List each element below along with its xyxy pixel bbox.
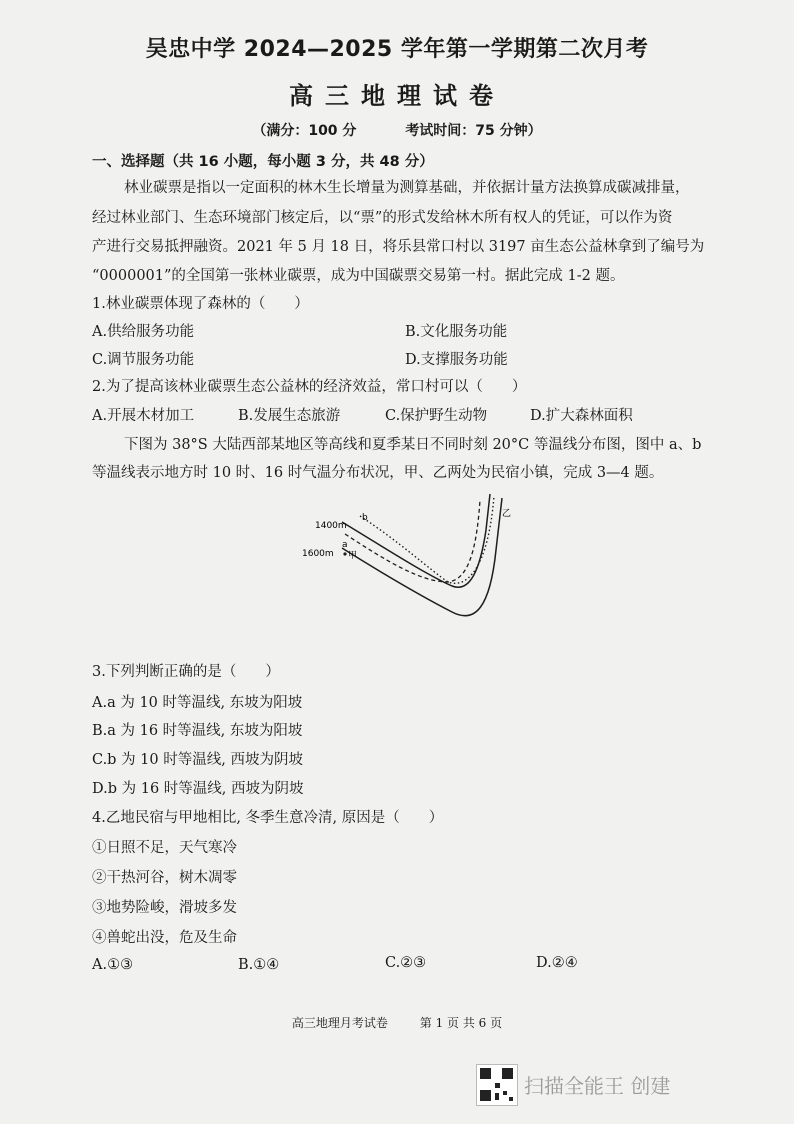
intro-line: 林业碳票是指以一定面积的林木生长增量为测算基础，并依据计量方法换算成碳减排量， (124, 180, 690, 196)
q4-option-d: D.②④ (536, 955, 578, 971)
question-stem: 2.为了提高该林业碳票生态公益林的经济效益，常口村可以（ ） (92, 379, 527, 395)
q2-option-d: D.扩大森林面积 (530, 408, 633, 424)
q4-option-b: B.①④ (238, 957, 280, 973)
full-score: （满分：100 分 (252, 123, 357, 139)
site-jia-dot (343, 552, 346, 555)
exam-title: 吴忠中学 2024—2025 学年第一学期第二次月考 (145, 37, 649, 62)
q4-option-a: A.①③ (92, 957, 134, 973)
q1-option-b: B.文化服务功能 (405, 324, 508, 340)
q3-option-a: A.a 为 10 时等温线, 东坡为阳坡 (92, 695, 303, 711)
figure-intro-line: 等温线表示地方时 10 时、16 时气温分布状况，甲、乙两处为民宿小镇，完成 3—4 题。 (92, 465, 664, 481)
isotherm-b (360, 496, 494, 583)
q1-option-d: D.支撑服务功能 (405, 352, 508, 368)
intro-line: 产进行交易抵押融资。2021 年 5 月 18 日，将乐县常口村以 3197 亩生态公益林拿到了编号为 (92, 239, 705, 255)
q4-item-1: ①日照不足，天气寒冷 (92, 840, 237, 856)
label-1400: 1400m (315, 521, 347, 531)
q3-option-b: B.a 为 16 时等温线, 东坡为阳坡 (92, 723, 303, 739)
q4-item-3: ③地势险峻，滑坡多发 (92, 900, 237, 916)
label-b: b (362, 513, 368, 523)
q4-item-2: ②干热河谷，树木凋零 (92, 870, 237, 886)
q4-option-c: C.②③ (385, 955, 427, 971)
label-yi: 乙 (502, 509, 512, 519)
q3-option-d: D.b 为 16 时等温线, 西坡为阴坡 (92, 781, 304, 797)
exam-meta (0, 120, 794, 140)
intro-line: “0000001”的全国第一张林业碳票，成为中国碳票交易第一村。据此完成 1-2 题。 (92, 268, 625, 284)
contour-1400 (342, 494, 490, 587)
q3-option-c: C.b 为 10 时等温线, 西坡为阴坡 (92, 752, 303, 768)
section-heading: 一、选择题（共 16 小题，每小题 3 分，共 48 分） (92, 154, 434, 170)
label-1600: 1600m (302, 549, 334, 559)
label-jia: 甲 (348, 551, 358, 561)
qr-code-icon (476, 1064, 518, 1106)
exam-time: 考试时间：75 分钟） (405, 123, 542, 139)
q1-option-a: A.供给服务功能 (92, 324, 195, 340)
question-stem: 1.林业碳票体现了森林的（ ） (92, 296, 309, 312)
paper-name: 高三地理月考试卷 (291, 1016, 388, 1030)
subject-title: 高三地理试卷 (289, 82, 505, 110)
intro-line: 经过林业部门、生态环境部门核定后，以“票”的形式发给林木所有权人的凭证，可以作为资 (92, 210, 673, 226)
q2-option-b: B.发展生态旅游 (238, 408, 341, 424)
question-stem: 4.乙地民宿与甲地相比, 冬季生意冷清, 原因是（ ） (92, 810, 444, 826)
figure-intro-line: 下图为 38°S 大陆西部某地区等高线和夏季某日不同时刻 20°C 等温线分布图，图中 a、b (124, 437, 702, 453)
q1-option-c: C.调节服务功能 (92, 352, 195, 368)
q2-option-a: A.开展木材加工 (92, 408, 195, 424)
label-a: a (342, 540, 348, 550)
scanner-watermark: 扫描全能王 创建 (524, 1074, 671, 1098)
page-footer (0, 1014, 794, 1031)
contour-isotherm-figure (290, 490, 530, 625)
q4-item-4: ④兽蛇出没，危及生命 (92, 930, 237, 946)
page-info: 第 1 页 共 6 页 (419, 1016, 503, 1030)
question-stem: 3.下列判断正确的是（ ） (92, 664, 280, 680)
q2-option-c: C.保护野生动物 (385, 408, 488, 424)
